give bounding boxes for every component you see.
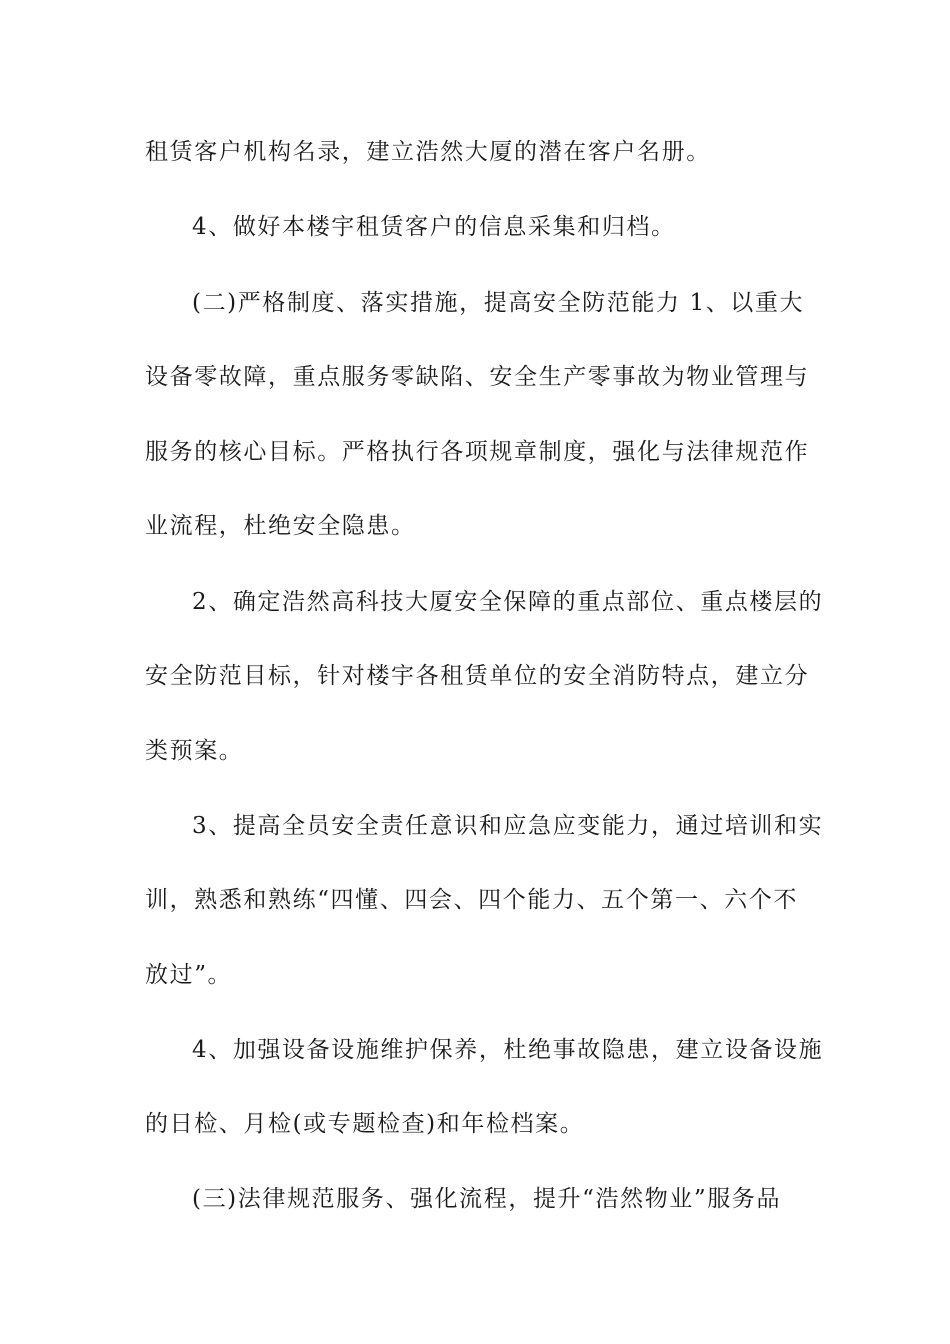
text-line-7: 2、确定浩然高科技大厦安全保障的重点部位、重点楼层的 — [192, 589, 824, 615]
text-line-14: 的日检、月检(或专题检查)和年检档案。 — [145, 1111, 585, 1137]
text-line-11: 训，熟悉和熟练“四懂、四会、四个能力、五个第一、六个不 — [145, 887, 798, 913]
text-line-3: (二)严格制度、落实措施，提高安全防范能力 1、以重大 — [192, 290, 805, 316]
text-line-8: 安全防范目标，针对楼宇各租赁单位的安全消防特点，建立分 — [145, 663, 810, 689]
text-line-6: 业流程，杜绝安全隐患。 — [145, 513, 416, 539]
text-line-15: (三)法律规范服务、强化流程，提升“浩然物业”服务品 — [192, 1186, 782, 1212]
text-line-12: 放过”。 — [145, 962, 233, 988]
text-line-1: 租赁客户机构名录，建立浩然大厦的潜在客户名册。 — [145, 139, 711, 165]
text-line-4: 设备零故障，重点服务零缺陷、安全生产零事故为物业管理与 — [145, 364, 810, 390]
text-line-2: 4、做好本楼宇租赁客户的信息采集和归档。 — [192, 214, 676, 240]
text-line-13: 4、加强设备设施维护保养，杜绝事故隐患，建立设备设施 — [192, 1037, 824, 1063]
text-line-9: 类预案。 — [145, 738, 244, 764]
text-line-10: 3、提高全员安全责任意识和应急应变能力，通过培训和实 — [192, 813, 824, 839]
text-line-5: 服务的核心目标。严格执行各项规章制度，强化与法律规范作 — [145, 439, 810, 465]
